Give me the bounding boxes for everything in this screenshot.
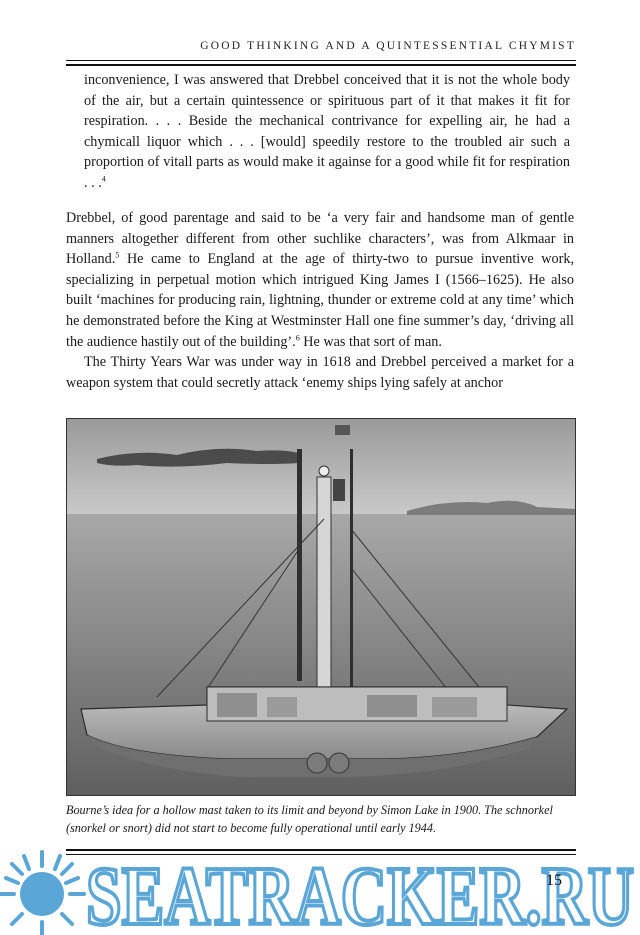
- paragraph-2: The Thirty Years War was under way in 1618 and Drebbel perceived a market for a weapon system that could secretly attack ‘enemy ships lying safely at anchor: [66, 354, 574, 391]
- footnote-ref: 6: [295, 332, 300, 342]
- flag: [335, 425, 350, 435]
- paragraph-text: He came to England at the age of thirty-two to pursue inventive work, specializing in perpetual motion which intrigued King James I (1566–1625). He also built ‘machines for producing rain, lightning, thunder or extreme cold at any time’ which he demonstrated before the King at Westminster Hall one fine summer’s day, ‘driving all the audience hastily out of the building’.: [66, 251, 574, 350]
- footnote-ref: 5: [115, 250, 120, 260]
- machinery: [367, 695, 417, 717]
- smokestack: [297, 449, 302, 681]
- page-number: 15: [546, 872, 562, 889]
- watermark-text: SEATRACKER.RU: [86, 852, 634, 932]
- header-rule: [66, 60, 576, 61]
- submarine-illustration: [66, 418, 576, 796]
- block-quote: [84, 70, 570, 194]
- machinery: [432, 697, 477, 717]
- paragraph-1: [66, 208, 574, 352]
- paragraph-text: He was that sort of man.: [299, 333, 442, 350]
- wheel: [307, 753, 327, 773]
- footer-rule: [66, 849, 576, 851]
- header-rule-thick: [66, 64, 576, 66]
- footnote-ref: 4: [101, 174, 106, 184]
- wheel: [329, 753, 349, 773]
- submarine-drawing: [67, 419, 575, 795]
- running-head: GOOD THINKING AND A QUINTESSENTIAL CHYMIST: [200, 40, 576, 52]
- hollow-mast: [317, 477, 331, 689]
- watermark-logo: [86, 852, 640, 932]
- lookout-figure: [333, 479, 345, 501]
- quote-text: inconvenience, I was answered that Drebbel conceived that it is not the whole body of the air, but a certain quintessence or spirituous part of it that makes it fit for respiration. . . . Beside the mechanical contrivance for expelling air, he had a chymicall liquor which . . . [would] speedily restore to the troubled air such a proportion of vitall parts as would make it againse for a good while fit for respiration . . .: [84, 72, 570, 191]
- figure-caption: Bourne’s idea for a hollow mast taken to its limit and beyond by Simon Lake in 1900. The schnorkel (snorkel or snort) did not start to become fully operational until early 1944.: [66, 803, 553, 835]
- paragraph-text: Drebbel, of good parentage and said to be ‘a very fair and handsome man of gentle manners altogether different from other suchlike characters’, was from Alkmaar in Holland.: [66, 210, 574, 268]
- machinery: [217, 693, 257, 717]
- masthead-light: [319, 466, 329, 476]
- body-text: [66, 208, 574, 393]
- machinery: [267, 697, 297, 717]
